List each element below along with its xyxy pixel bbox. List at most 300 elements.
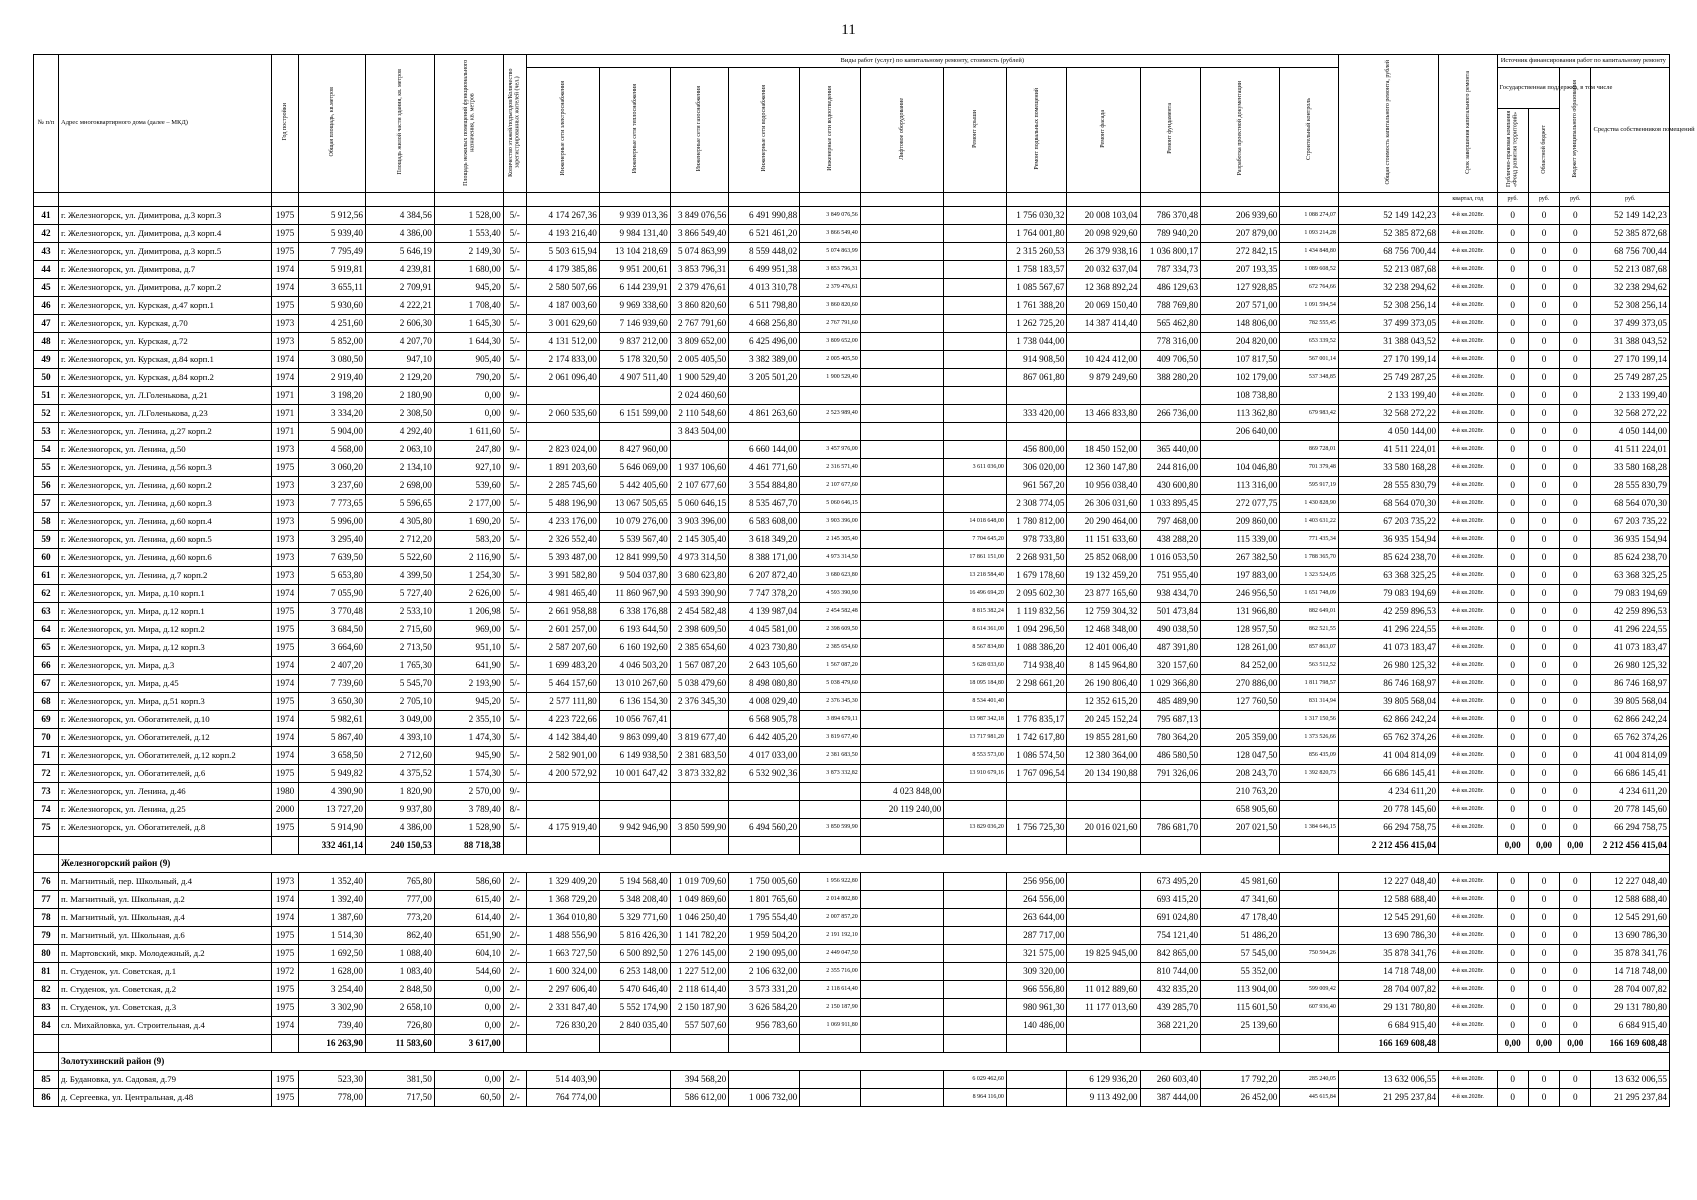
row-total-area: 4 251,60 [299,314,366,332]
row-floors: 9/- [503,386,526,404]
row-fund: 0 [1497,404,1528,422]
row-work-cost: 795 687,13 [1140,710,1201,728]
row-year: 1975 [272,818,299,836]
row-work-cost [526,800,599,818]
total-empty [599,836,670,854]
row-municipal: 0 [1560,764,1591,782]
row-work-cost: 6 500 892,50 [599,944,670,962]
row-work-cost: 2 376 345,30 [800,692,861,710]
total-cost: 2 212 456 415,04 [1338,836,1438,854]
row-work-cost [944,314,1007,332]
row-work-cost: 8 535 467,70 [729,494,800,512]
row-work-cost: 47 178,40 [1201,908,1280,926]
row-work-cost [670,800,728,818]
row-total-cost: 52 149 142,23 [1338,206,1438,224]
row-term: 4-й кв.2028г. [1439,890,1497,908]
row-floors: 5/- [503,278,526,296]
row-year: 1973 [272,494,299,512]
row-address: г. Железногорск, ул. Мира, д.3 [59,656,272,674]
row-work-cost: 869 728,01 [1280,440,1338,458]
row-work-cost: 9 969 338,60 [599,296,670,314]
works-group-header: Виды работ (услуг) по капитальному ремонту, стоимость (рублей) [526,55,1338,68]
row-year: 1971 [272,422,299,440]
row-floors: 5/- [503,494,526,512]
row-work-cost: 12 759 304,32 [1067,602,1140,620]
row-work-cost [860,908,944,926]
row-municipal: 0 [1560,278,1591,296]
row-work-cost: 6 491 990,88 [729,206,800,224]
row-work-cost [1067,800,1140,818]
row-work-cost: 55 352,00 [1201,962,1280,980]
col-fund: Публично-правовая компания «Фонд развития территорий» [1506,110,1519,188]
total-empty [944,1034,1007,1052]
row-work-cost: 26 379 938,16 [1067,242,1140,260]
row-work-cost [860,692,944,710]
row-total-cost: 31 388 043,52 [1338,332,1438,350]
row-work-cost: 8 388 171,00 [729,548,800,566]
row-work-cost: 8 567 834,80 [944,638,1007,656]
row-living-area: 2 698,00 [365,476,434,494]
row-total-cost: 29 131 780,80 [1338,998,1438,1016]
row-total-area: 1 692,50 [299,944,366,962]
row-region: 0 [1528,332,1559,350]
row-work-cost: 4 593 390,90 [800,584,861,602]
row-number: 53 [34,422,59,440]
table-row [34,674,1670,692]
row-work-cost: 10 956 038,40 [1067,476,1140,494]
row-work-cost: 1 006 732,00 [729,1088,800,1106]
row-work-cost: 2 061 096,40 [526,368,599,386]
row-work-cost: 9 984 131,40 [599,224,670,242]
row-number: 49 [34,350,59,368]
row-address: г. Железногорск, ул. Ленина, д.60 корп.5 [59,530,272,548]
row-total-cost: 2 133 199,40 [1338,386,1438,404]
row-work-cost [944,998,1007,1016]
row-municipal: 0 [1560,494,1591,512]
row-work-cost [944,404,1007,422]
row-floors: 2/- [503,890,526,908]
row-nonliving-area: 1 644,30 [434,332,503,350]
row-address: г. Железногорск, ул. Ленина, д.60 корп.2 [59,476,272,494]
row-work-cost [1067,782,1140,800]
row-work-cost: 4 233 176,00 [526,512,599,530]
row-work-cost: 127 760,50 [1201,692,1280,710]
row-nonliving-area: 1 611,60 [434,422,503,440]
row-region: 0 [1528,620,1559,638]
row-work-cost [670,710,728,728]
row-work-cost [1006,1088,1067,1106]
row-total-area: 5 949,82 [299,764,366,782]
row-work-cost: 6 149 938,50 [599,746,670,764]
row-work-cost [860,746,944,764]
table-body [34,206,1670,1106]
row-work-cost: 12 841 999,50 [599,548,670,566]
row-work-cost [1140,422,1201,440]
row-work-cost: 1 776 835,17 [1006,710,1067,728]
row-total-cost: 4 050 144,00 [1338,422,1438,440]
row-total-cost: 27 170 199,14 [1338,350,1438,368]
row-work-cost: 565 462,80 [1140,314,1201,332]
row-work-cost: 673 495,20 [1140,872,1201,890]
row-nonliving-area: 539,60 [434,476,503,494]
row-region: 0 [1528,872,1559,890]
row-work-cost: 8 553 573,00 [944,746,1007,764]
row-term: 4-й кв.2028г. [1439,872,1497,890]
row-work-cost: 6 207 872,40 [729,566,800,584]
row-work-cost: 5 074 863,99 [800,242,861,260]
row-fund: 0 [1497,1088,1528,1106]
row-year: 1975 [272,692,299,710]
row-work-cost: 1 788 365,70 [1280,548,1338,566]
row-region: 0 [1528,278,1559,296]
row-fund: 0 [1497,458,1528,476]
row-fund: 0 [1497,260,1528,278]
row-work-cost: 563 512,52 [1280,656,1338,674]
row-nonliving-area: 614,40 [434,908,503,926]
row-living-area: 2 063,10 [365,440,434,458]
row-total-cost: 52 213 087,68 [1338,260,1438,278]
row-work-cost: 47 341,60 [1201,890,1280,908]
row-work-cost: 754 121,40 [1140,926,1201,944]
row-municipal: 0 [1560,458,1591,476]
row-living-area: 2 606,30 [365,314,434,332]
row-total-area: 7 773,65 [299,494,366,512]
row-work-cost: 57 545,00 [1201,944,1280,962]
row-work-cost: 16 496 694,20 [944,584,1007,602]
table-row [34,476,1670,494]
row-living-area: 4 305,80 [365,512,434,530]
row-address: г. Железногорск, ул. Обогатителей, д.10 [59,710,272,728]
row-floors: 5/- [503,314,526,332]
row-work-cost: 13 218 584,40 [944,566,1007,584]
row-work-cost [860,764,944,782]
row-municipal: 0 [1560,260,1591,278]
row-municipal: 0 [1560,332,1591,350]
row-total-cost: 33 580 168,28 [1338,458,1438,476]
total-empty [1006,1034,1067,1052]
row-work-cost [860,728,944,746]
row-living-area: 5 727,40 [365,584,434,602]
row-work-cost: 537 348,85 [1280,368,1338,386]
row-term: 4-й кв.2028г. [1439,746,1497,764]
total-empty [1201,1034,1280,1052]
row-living-area: 2 709,91 [365,278,434,296]
row-number: 73 [34,782,59,800]
row-work-cost: 263 644,00 [1006,908,1067,926]
table-row [34,998,1670,1016]
row-work-cost: 2 007 857,20 [800,908,861,926]
row-work-cost: 867 061,80 [1006,368,1067,386]
row-region: 0 [1528,296,1559,314]
row-work-cost: 3 819 677,40 [670,728,728,746]
row-municipal: 0 [1560,512,1591,530]
row-work-cost [1140,800,1201,818]
row-work-cost: 148 806,00 [1201,314,1280,332]
row-work-cost [860,818,944,836]
row-work-cost: 1 368 729,20 [526,890,599,908]
total-empty [34,1034,59,1052]
row-work-cost: 439 285,70 [1140,998,1201,1016]
row-term: 4-й кв.2028г. [1439,332,1497,350]
row-work-cost: 1 094 296,50 [1006,620,1067,638]
row-owners: 2 133 199,40 [1591,386,1670,404]
row-total-area: 3 770,48 [299,602,366,620]
row-living-area: 2 180,90 [365,386,434,404]
row-work-cost: 2 060 535,60 [526,404,599,422]
row-work-cost: 4 131 512,00 [526,332,599,350]
row-work-cost [1140,782,1201,800]
row-address: г. Железногорск, ул. Ленина, д.56 корп.3 [59,458,272,476]
total-region: 0,00 [1528,836,1559,854]
row-work-cost: 84 252,00 [1201,656,1280,674]
row-total-area: 13 727,20 [299,800,366,818]
row-year: 1973 [272,332,299,350]
row-work-cost: 10 424 412,00 [1067,350,1140,368]
row-work-cost: 3 001 629,60 [526,314,599,332]
row-term: 4-й кв.2028г. [1439,350,1497,368]
row-work-cost: 586 612,00 [670,1088,728,1106]
table-row [34,980,1670,998]
total-empty [800,1034,861,1052]
row-work-cost [944,980,1007,998]
row-total-cost: 20 778 145,60 [1338,800,1438,818]
row-floors: 5/- [503,242,526,260]
row-work-cost: 5 074 863,99 [670,242,728,260]
row-work-cost: 107 817,50 [1201,350,1280,368]
row-work-cost: 658 905,60 [1201,800,1280,818]
row-fund: 0 [1497,1016,1528,1034]
row-number: 66 [34,656,59,674]
row-work-cost [860,296,944,314]
row-work-cost: 4 023 848,00 [860,782,944,800]
row-work-cost: 1 738 044,00 [1006,332,1067,350]
row-municipal: 0 [1560,800,1591,818]
row-total-cost: 39 805 568,04 [1338,692,1438,710]
row-work-cost: 5 816 426,30 [599,926,670,944]
row-work-cost: 3 809 652,00 [800,332,861,350]
row-work-cost: 6 160 192,60 [599,638,670,656]
row-owners: 29 131 780,80 [1591,998,1670,1016]
row-work-cost: 5 393 487,00 [526,548,599,566]
row-work-cost: 490 038,50 [1140,620,1201,638]
row-floors: 5/- [503,674,526,692]
row-work-cost: 980 961,30 [1006,998,1067,1016]
row-work-cost: 2 355 716,00 [800,962,861,980]
table-row [34,800,1670,818]
row-municipal: 0 [1560,476,1591,494]
total-nonliving-area: 3 617,00 [434,1034,503,1052]
row-region: 0 [1528,962,1559,980]
row-number: 56 [34,476,59,494]
row-owners: 32 568 272,22 [1591,404,1670,422]
row-total-cost: 12 545 291,60 [1338,908,1438,926]
table-header [34,55,1695,207]
row-work-cost [860,512,944,530]
row-work-cost [1280,1016,1338,1034]
row-work-cost: 3 680 623,80 [800,566,861,584]
row-work-cost: 13 829 036,20 [944,818,1007,836]
row-work-cost: 7 747 378,20 [729,584,800,602]
row-work-cost: 207 571,00 [1201,296,1280,314]
row-work-cost [860,1070,944,1088]
row-nonliving-area: 2 193,90 [434,674,503,692]
row-living-area: 2 129,20 [365,368,434,386]
row-floors: 2/- [503,962,526,980]
row-work-cost: 266 736,00 [1140,404,1201,422]
row-term: 4-й кв.2028г. [1439,818,1497,836]
row-work-cost: 2 191 192,10 [800,926,861,944]
row-address: г. Железногорск, ул. Обогатителей, д.6 [59,764,272,782]
row-work-cost: 1 086 574,50 [1006,746,1067,764]
row-municipal: 0 [1560,728,1591,746]
table-row [34,728,1670,746]
row-work-cost: 3 573 331,20 [729,980,800,998]
table-row [34,548,1670,566]
row-total-cost: 62 866 242,24 [1338,710,1438,728]
row-work-cost: 6 193 644,50 [599,620,670,638]
row-work-cost: 4 973 314,50 [800,548,861,566]
row-work-cost: 1 699 483,20 [526,656,599,674]
row-municipal: 0 [1560,746,1591,764]
table-row [34,368,1670,386]
row-total-area: 3 684,50 [299,620,366,638]
row-work-cost [729,422,800,440]
row-work-cost: 20 098 929,60 [1067,224,1140,242]
row-work-cost [599,1070,670,1088]
row-work-cost: 128 261,00 [1201,638,1280,656]
table-row [34,818,1670,836]
row-owners: 41 004 814,09 [1591,746,1670,764]
total-empty [526,836,599,854]
row-total-area: 3 658,50 [299,746,366,764]
row-fund: 0 [1497,512,1528,530]
row-nonliving-area: 945,90 [434,746,503,764]
row-total-area: 778,00 [299,1088,366,1106]
row-work-cost [944,800,1007,818]
total-empty [729,1034,800,1052]
row-region: 0 [1528,548,1559,566]
row-work-cost [860,1016,944,1034]
row-nonliving-area: 2 355,10 [434,710,503,728]
row-fund: 0 [1497,368,1528,386]
row-region: 0 [1528,1016,1559,1034]
row-living-area: 2 705,10 [365,692,434,710]
row-number: 71 [34,746,59,764]
row-work-cost [860,548,944,566]
row-work-cost: 2 840 035,40 [599,1016,670,1034]
row-work-cost: 1 227 512,00 [670,962,728,980]
row-region: 0 [1528,476,1559,494]
table-row [34,1016,1670,1034]
row-work-cost: 3 853 796,31 [670,260,728,278]
row-living-area: 4 386,00 [365,224,434,242]
col-region: Областной бюджет [1540,124,1547,174]
row-address: г. Железногорск, ул. Димитрова, д.3 корп.3 [59,206,272,224]
row-work-cost [860,710,944,728]
row-living-area: 1 765,30 [365,656,434,674]
row-total-area: 5 867,40 [299,728,366,746]
row-work-cost [1280,962,1338,980]
row-address: г. Железногорск, ул. Мира, д.12 корп.1 [59,602,272,620]
row-total-cost: 4 234 611,20 [1338,782,1438,800]
total-area: 16 263,90 [299,1034,366,1052]
row-region: 0 [1528,746,1559,764]
row-year: 1975 [272,458,299,476]
row-work-cost: 140 486,00 [1006,1016,1067,1034]
row-living-area: 9 937,80 [365,800,434,818]
row-municipal: 0 [1560,980,1591,998]
row-work-cost: 20 134 190,88 [1067,764,1140,782]
row-work-cost: 197 883,00 [1201,566,1280,584]
row-address: г. Железногорск, ул. Ленина, д.46 [59,782,272,800]
total-empty [503,836,526,854]
row-work-cost: 1 384 646,15 [1280,818,1338,836]
row-number: 59 [34,530,59,548]
row-work-cost: 267 382,50 [1201,548,1280,566]
row-living-area: 4 399,50 [365,566,434,584]
row-work-cost: 272 842,15 [1201,242,1280,260]
row-work-cost: 3 903 396,00 [670,512,728,530]
row-work-cost: 8 559 448,02 [729,242,800,260]
row-floors: 2/- [503,908,526,926]
row-work-cost [860,638,944,656]
row-work-cost [944,1016,1007,1034]
row-work-cost: 1 651 748,09 [1280,584,1338,602]
row-work-cost: 12 468 348,00 [1067,620,1140,638]
row-year: 1974 [272,278,299,296]
row-work-cost: 797 468,00 [1140,512,1201,530]
row-total-area: 7 055,90 [299,584,366,602]
row-term: 4-й кв.2028г. [1439,422,1497,440]
row-work-cost: 23 877 165,60 [1067,584,1140,602]
row-work-cost: 4 193 216,40 [526,224,599,242]
row-work-cost: 13 104 218,69 [599,242,670,260]
row-nonliving-area: 969,00 [434,620,503,638]
row-work-cost [1067,908,1140,926]
unit-rub: руб. [1497,192,1528,206]
row-work-cost: 3 866 549,40 [670,224,728,242]
row-municipal: 0 [1560,962,1591,980]
row-living-area: 2 713,50 [365,638,434,656]
row-year: 1973 [272,476,299,494]
row-fund: 0 [1497,926,1528,944]
row-term: 4-й кв.2028г. [1439,242,1497,260]
row-year: 1975 [272,998,299,1016]
row-municipal: 0 [1560,530,1591,548]
row-number: 64 [34,620,59,638]
row-number: 81 [34,962,59,980]
table-row [34,782,1670,800]
row-municipal: 0 [1560,242,1591,260]
total-nonliving-area: 88 718,38 [434,836,503,854]
row-floors: 5/- [503,206,526,224]
table-row [34,638,1670,656]
row-number: 79 [34,926,59,944]
row-address: г. Железногорск, ул. Обогатителей, д.12 [59,728,272,746]
row-term: 4-й кв.2028г. [1439,566,1497,584]
row-work-cost: 8 815 382,24 [944,602,1007,620]
row-work-cost: 2 106 632,00 [729,962,800,980]
row-work-cost: 1 600 324,00 [526,962,599,980]
row-work-cost: 1 756 725,30 [1006,818,1067,836]
row-year: 1974 [272,728,299,746]
row-year: 1975 [272,224,299,242]
row-work-cost [670,782,728,800]
row-municipal: 0 [1560,926,1591,944]
row-term: 4-й кв.2028г. [1439,980,1497,998]
row-work-cost [860,314,944,332]
row-work-cost: 4 981 465,40 [526,584,599,602]
